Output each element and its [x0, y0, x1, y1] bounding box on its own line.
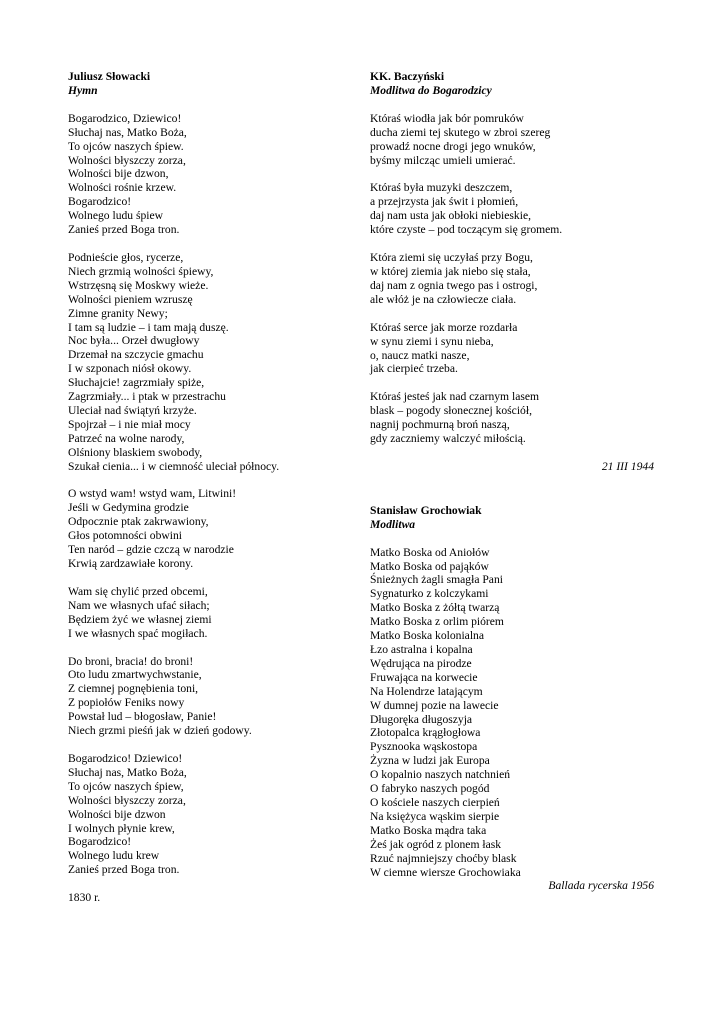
poem-line: Wędrująca na pirodze — [370, 656, 472, 670]
poem-line: Będziem żyć we własnej ziemi — [68, 612, 212, 626]
poem-line: Wolności rośnie krzew. — [68, 181, 177, 195]
poem-line: Z ciemnej pognębienia toni, — [68, 682, 199, 696]
poem-line: Oto ludu zmartwychwstanie, — [68, 668, 202, 682]
stanza — [68, 487, 348, 570]
poem-line: Złotopalca krągłogłowa — [370, 726, 481, 740]
poem-line: Krwią zardzawiałe korony. — [68, 557, 194, 570]
poem-line: Jeśli w Gedymina grodzie — [68, 501, 189, 515]
poem-line: byśmy milcząc umieli umierać. — [370, 153, 516, 167]
poem-line: Wolnego ludu śpiew — [68, 209, 164, 223]
poem-line: Wolności pieniem wzruszę — [68, 292, 193, 306]
poem-line: Słuchajcie! zagrzmiały spiże, — [68, 376, 205, 390]
poem-line: O wstyd wam! wstyd wam, Litwini! — [68, 487, 237, 501]
poem-line: blask – pogody słonecznej kościół, — [370, 404, 532, 418]
stanza — [370, 181, 660, 237]
poem-line: Rzuć najmniejszy choćby blask — [370, 851, 517, 865]
poem-line: Pysznooka wąskostopa — [370, 740, 478, 754]
poem-line: Głos potomności obwini — [68, 529, 183, 543]
poem-body — [370, 112, 660, 446]
poem-line: prowadź nocne drogi jego wnuków, — [370, 139, 536, 153]
stanza — [370, 390, 660, 446]
poem-line: Z popiołów Feniks nowy — [68, 696, 185, 710]
poem-line: Wolności bije dzwon, — [68, 167, 169, 181]
poem-line: Wstrzęsną się Moskwy wieże. — [68, 278, 209, 292]
poem-signature: Ballada rycerska 1956 — [548, 879, 654, 893]
poem-line: Patrzeć na wolne narody, — [68, 431, 185, 445]
poem-line: Któraś serce jak morze rozdarła — [370, 320, 518, 334]
poem-line: Szukał cienia... i w ciemność uleciał północy. — [68, 459, 280, 473]
poem-line: ducha ziemi tej skutego w zbroi szereg — [370, 125, 551, 139]
poem-body — [68, 112, 348, 877]
poem-line: Żeś jak ogród z plonem łask — [370, 837, 502, 851]
stanza — [68, 251, 348, 474]
poem-line: daj nam usta jak obłoki niebieskie, — [370, 209, 531, 223]
poem-line: Wam się chylić przed obcemi, — [68, 584, 208, 598]
poem-line: jak cierpieć trzeba. — [370, 362, 458, 376]
poem-line: Bogarodzico! — [68, 835, 132, 849]
right-column — [370, 70, 660, 893]
poem-line: Zimne granity Newy; — [68, 306, 168, 320]
poem-line: Matko Boska z żółtą twarzą — [370, 601, 500, 615]
poem-line: Na Holendrze latającym — [370, 684, 483, 698]
poem-line: Ten naród – gdzie czczą w narodzie — [68, 543, 234, 557]
poem-line: Wolnego ludu krew — [68, 849, 160, 863]
poem-line: Która ziemi się uczyłaś przy Bogu, — [370, 251, 533, 265]
poem-line: Matko Boska kolonialna — [370, 629, 484, 643]
poem-hymn — [68, 70, 348, 905]
poem-line: I w szponach niósł okowy. — [68, 362, 192, 376]
poem-line: ale włóż je na człowiecze ciała. — [370, 292, 517, 306]
poem-author: Juliusz Słowacki — [68, 70, 151, 83]
poem-line: W dumnej pozie na lawecie — [370, 698, 499, 712]
stanza — [370, 251, 660, 307]
poem-line: O fabryko naszych pogód — [370, 782, 490, 796]
poem-line: Któraś jesteś jak nad czarnym lasem — [370, 390, 540, 404]
poem-line: To ojców naszych śpiew. — [68, 139, 184, 153]
poem-line: Do broni, bracia! do broni! — [68, 654, 194, 668]
poem-line: Uleciał nad świątyń krzyże. — [68, 403, 197, 417]
poem-line: Matko Boska z orlim piórem — [370, 615, 504, 629]
stanza — [68, 585, 348, 641]
poem-modlitwa-do-bogarodzicy — [370, 70, 660, 474]
poem-line: Na księżyca wąskim sierpie — [370, 809, 500, 823]
poem-line: Któraś wiodła jak bór pomruków — [370, 111, 524, 125]
poem-line: Fruwająca na korwecie — [370, 670, 478, 684]
poem-line: Słuchaj nas, Matko Boża, — [68, 765, 187, 779]
left-column — [68, 70, 348, 905]
poem-line: które czyste – pod toczącym się gromem. — [370, 223, 563, 237]
poem-line: Wolności błyszczy zorza, — [68, 153, 186, 167]
poem-signature: 21 III 1944 — [601, 459, 654, 473]
poem-line: Zanieś przed Boga tron. — [68, 223, 180, 237]
stanza — [68, 112, 348, 237]
poem-line: Łzo astralna i kopalna — [370, 643, 473, 656]
poem-line: Nam we własnych ufać siłach; — [68, 598, 210, 612]
poem-line: Spojrzał – i nie miał mocy — [68, 417, 191, 431]
poem-line: nagnij pochmurną broń naszą, — [370, 418, 510, 432]
poem-line: Słuchaj nas, Matko Boża, — [68, 125, 187, 139]
poem-line: Bogarodzico! Dziewico! — [68, 751, 183, 765]
poem-line: Drzemał na szczycie gmachu — [68, 348, 204, 362]
poem-line: W ciemne wiersze Grochowiaka — [370, 865, 521, 879]
poem-title: Modlitwa do Bogarodzicy — [370, 83, 492, 97]
poem-line: O kopalnio naszych natchnień — [370, 768, 511, 782]
poem-line: gdy zaczniemy walczyć miłością. — [370, 432, 526, 446]
poem-line: I we własnych spać mogiłach. — [68, 626, 208, 640]
poem-line: w której ziemia jak niebo się stała, — [370, 264, 531, 278]
poem-line: Śnieżnych żagli smagła Pani — [370, 573, 503, 587]
poem-line: Matko Boska od pająków — [370, 559, 489, 573]
poem-line: Żyzna w ludzi jak Europa — [370, 754, 490, 768]
poem-line: Matko Boska od Aniołów — [370, 545, 490, 559]
poem-line: Wolności błyszczy zorza, — [68, 793, 186, 807]
poem-line: I tam są ludzie – i tam mają duszę. — [68, 320, 229, 334]
poem-line: To ojców naszych śpiew, — [68, 779, 184, 793]
poem-title: Hymn — [68, 83, 98, 97]
poem-line: Powstał lud – błogosław, Panie! — [68, 710, 217, 724]
poem-line: I wolnych płynie krew, — [68, 821, 175, 835]
stanza — [68, 655, 348, 738]
poem-line: Niech grzmią wolności śpiewy, — [68, 264, 214, 278]
poem-line: Odpocznie ptak zakrwawiony, — [68, 515, 209, 529]
poem-line: Olśniony blaskiem swobody, — [68, 445, 203, 459]
poem-author: Stanisław Grochowiak — [370, 503, 482, 517]
poem-line: Sygnaturko z kolczykami — [370, 587, 489, 601]
poem-line: w synu ziemi i synu nieba, — [370, 334, 494, 348]
poem-line: Zagrzmiały... i ptak w przestrachu — [68, 390, 226, 404]
poem-body — [370, 546, 660, 880]
poem-line: Długoręka długoszyja — [370, 712, 473, 726]
poem-line: Matko Boska mądra taka — [370, 823, 487, 837]
stanza — [370, 112, 660, 168]
stanza — [370, 321, 660, 377]
poem-line: Bogarodzico! — [68, 195, 132, 209]
poem-line: Bogarodzico, Dziewico! — [68, 111, 182, 125]
poem-author: KK. Baczyński — [370, 70, 445, 83]
poem-line: Zanieś przed Boga tron. — [68, 863, 180, 877]
poem-line: Podnieście głos, rycerze, — [68, 250, 184, 264]
poem-modlitwa — [370, 504, 660, 893]
poem-title: Modlitwa — [370, 517, 416, 531]
poem-line: Któraś była muzyki deszczem, — [370, 181, 513, 195]
poem-line: Noc była... Orzeł dwugłowy — [68, 334, 200, 348]
poem-line: O kościele naszych cierpień — [370, 795, 500, 809]
stanza — [68, 752, 348, 877]
poem-line: Niech grzmi pieśń jak w dzień godowy. — [68, 724, 252, 738]
poem-line: o, naucz matki nasze, — [370, 348, 470, 362]
poem-line: a przejrzysta jak świt i płomień, — [370, 195, 519, 209]
poem-line: Wolności bije dzwon — [68, 807, 166, 821]
poem-line: daj nam z ognia twego pas i ostrogi, — [370, 278, 538, 292]
poem-date: 1830 r. — [68, 891, 101, 905]
